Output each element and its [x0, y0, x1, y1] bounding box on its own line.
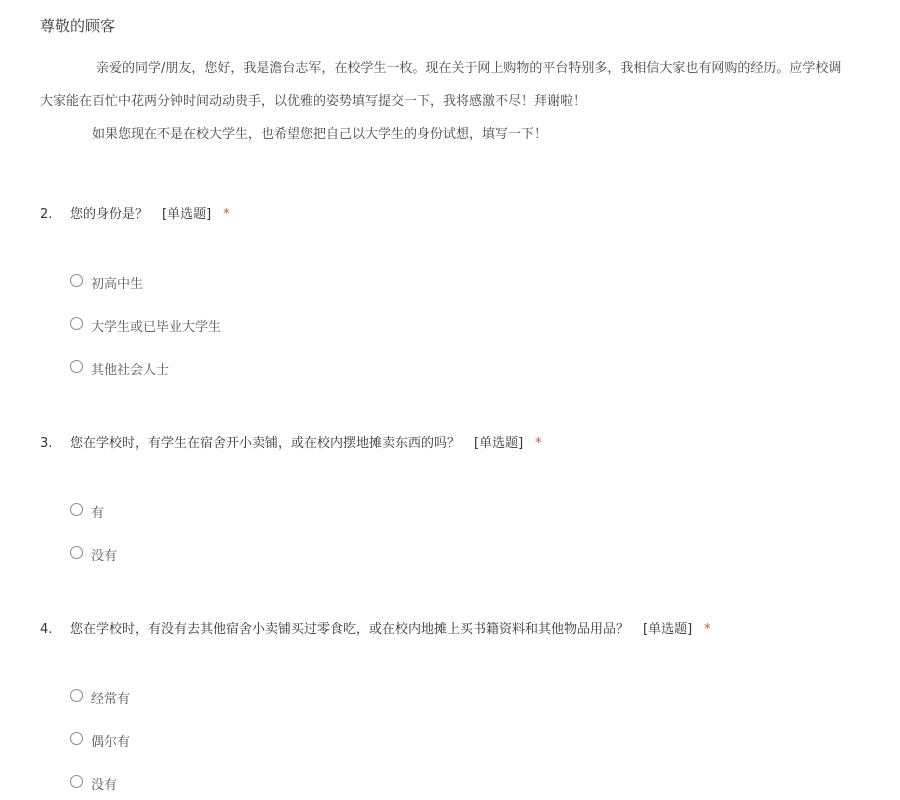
radio-unchecked-icon[interactable]	[70, 274, 83, 287]
question-text: 您的身份是？	[70, 207, 149, 222]
radio-unchecked-icon[interactable]	[70, 689, 83, 702]
radio-unchecked-icon[interactable]	[70, 317, 83, 330]
intro-paragraph-line-1: 亲爱的同学/朋友，您好，我是澹台志军，在校学生一枚。现在关于网上购物的平台特别多，我相信大家也有网购的经历。应学校调	[96, 61, 842, 76]
option-label: 偶尔有	[91, 735, 131, 750]
required-marker: *	[704, 622, 711, 637]
radio-unchecked-icon[interactable]	[70, 732, 83, 745]
required-marker: *	[535, 436, 542, 451]
option-q2-2[interactable]	[70, 316, 221, 335]
question-text: 您在学校时，有没有去其他宿舍小卖铺买过零食吃，或在校内地摊上买书籍资料和其他物品用品？	[70, 622, 630, 637]
option-q2-3[interactable]	[70, 359, 169, 378]
option-q3-1[interactable]	[70, 502, 104, 521]
option-q4-1[interactable]	[70, 688, 130, 707]
greeting-title: 尊敬的顾客	[40, 17, 116, 35]
option-q4-2[interactable]	[70, 731, 130, 750]
option-label: 其他社会人士	[91, 363, 170, 378]
question-number: 2.	[40, 207, 53, 222]
question-text: 您在学校时，有学生在宿舍开小卖铺，或在校内摆地摊卖东西的吗？	[70, 436, 461, 451]
question-3	[40, 432, 542, 451]
question-number: 3.	[40, 436, 53, 451]
question-4	[40, 618, 711, 637]
intro-paragraph-line-3: 如果您现在不是在校大学生，也希望您把自己以大学生的身份试想，填写一下！	[92, 127, 548, 142]
option-label: 初高中生	[91, 277, 144, 292]
option-q3-2[interactable]	[70, 545, 117, 564]
question-number: 4.	[40, 622, 53, 637]
option-label: 经常有	[91, 692, 131, 707]
radio-unchecked-icon[interactable]	[70, 775, 83, 788]
option-q2-1[interactable]	[70, 273, 143, 292]
option-label: 有	[91, 506, 105, 521]
question-type-tag: [单选题]	[162, 207, 212, 222]
question-2	[40, 203, 230, 222]
option-label: 没有	[91, 549, 118, 564]
option-q4-3[interactable]	[70, 774, 117, 793]
radio-unchecked-icon[interactable]	[70, 546, 83, 559]
question-type-tag: [单选题]	[643, 622, 693, 637]
radio-unchecked-icon[interactable]	[70, 503, 83, 516]
intro-paragraph-line-2: 大家能在百忙中花两分钟时间动动贵手，以优雅的姿势填写提交一下，我将感激不尽！拜谢啦！	[40, 94, 587, 109]
option-label: 大学生或已毕业大学生	[91, 320, 222, 335]
required-marker: *	[223, 207, 230, 222]
option-label: 没有	[91, 778, 118, 793]
question-type-tag: [单选题]	[474, 436, 524, 451]
radio-unchecked-icon[interactable]	[70, 360, 83, 373]
